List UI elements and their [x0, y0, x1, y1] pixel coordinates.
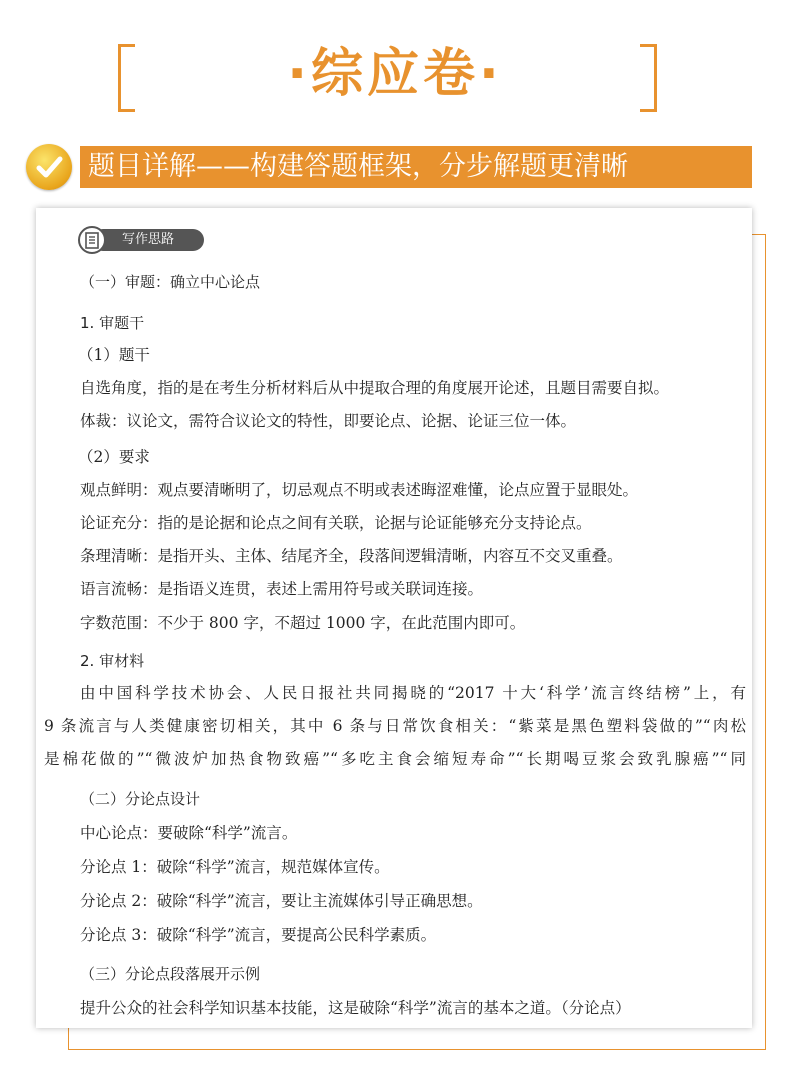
- section-heading: （三）分论点段落展开示例: [80, 965, 261, 983]
- section-banner: [80, 146, 752, 188]
- material-paragraph: 由中国科学技术协会、人民日报社共同揭晓的“2017 十大‘科学’流言终结榜”上，有: [80, 684, 746, 702]
- paragraph: 提升公众的社会科学知识基本技能，这是破除“科学”流言的基本之道。（分论点）: [80, 999, 631, 1017]
- requirement-item: 观点鲜明：观点要清晰明了，切忌观点不明或表述晦涩难懂，论点应置于显眼处。: [80, 481, 639, 499]
- sub-heading: （2）要求: [78, 448, 150, 466]
- page-title: ·综应卷·: [287, 44, 503, 104]
- document-icon: [78, 226, 106, 254]
- tag-label: 写作思路: [122, 232, 175, 247]
- argument-item: 中心论点：要破除“科学”流言。: [80, 824, 298, 842]
- sub-heading: 2. 审材料: [80, 652, 145, 670]
- requirement-item: 语言流畅：是指语义连贯，表述上需用符号或关联词连接。: [80, 580, 484, 598]
- paragraph: 体裁：议论文，需符合议论文的特性，即要论点、论据、论证三位一体。: [80, 412, 577, 430]
- content-card: [36, 208, 752, 1028]
- check-icon: [26, 144, 72, 190]
- sub-heading: 1. 审题干: [80, 314, 145, 332]
- section-tag: [78, 226, 204, 254]
- requirement-item: 条理清晰：是指开头、主体、结尾齐全，段落间逻辑清晰，内容互不交叉重叠。: [80, 547, 623, 565]
- argument-item: 分论点 1：破除“科学”流言，规范媒体宣传。: [80, 858, 390, 876]
- requirement-item: 论证充分：指的是论据和论点之间有关联，论据与论证能够充分支持论点。: [80, 514, 592, 532]
- section-heading: （一）审题：确立中心论点: [80, 273, 261, 291]
- material-paragraph: 9 条流言与人类健康密切相关，其中 6 条与日常饮食相关：“紫菜是黑色塑料袋做的”“肉松: [44, 717, 746, 735]
- sub-heading: （1）题干: [78, 346, 150, 364]
- requirement-item: 字数范围：不少于 800 字，不超过 1000 字，在此范围内即可。: [80, 614, 526, 632]
- argument-item: 分论点 2：破除“科学”流言，要让主流媒体引导正确思想。: [80, 892, 483, 910]
- paragraph: 自选角度，指的是在考生分析材料后从中提取合理的角度展开论述，且题目需要自拟。: [80, 379, 670, 397]
- banner-text: 题目详解——构建答题框架，分步解题更清晰: [88, 151, 628, 182]
- material-paragraph: 是棉花做的”“微波炉加热食物致癌”“多吃主食会缩短寿命”“长期喝豆浆会致乳腺癌”“同: [44, 750, 746, 768]
- section-heading: （二）分论点设计: [80, 790, 201, 808]
- argument-item: 分论点 3：破除“科学”流言，要提高公民科学素质。: [80, 926, 437, 944]
